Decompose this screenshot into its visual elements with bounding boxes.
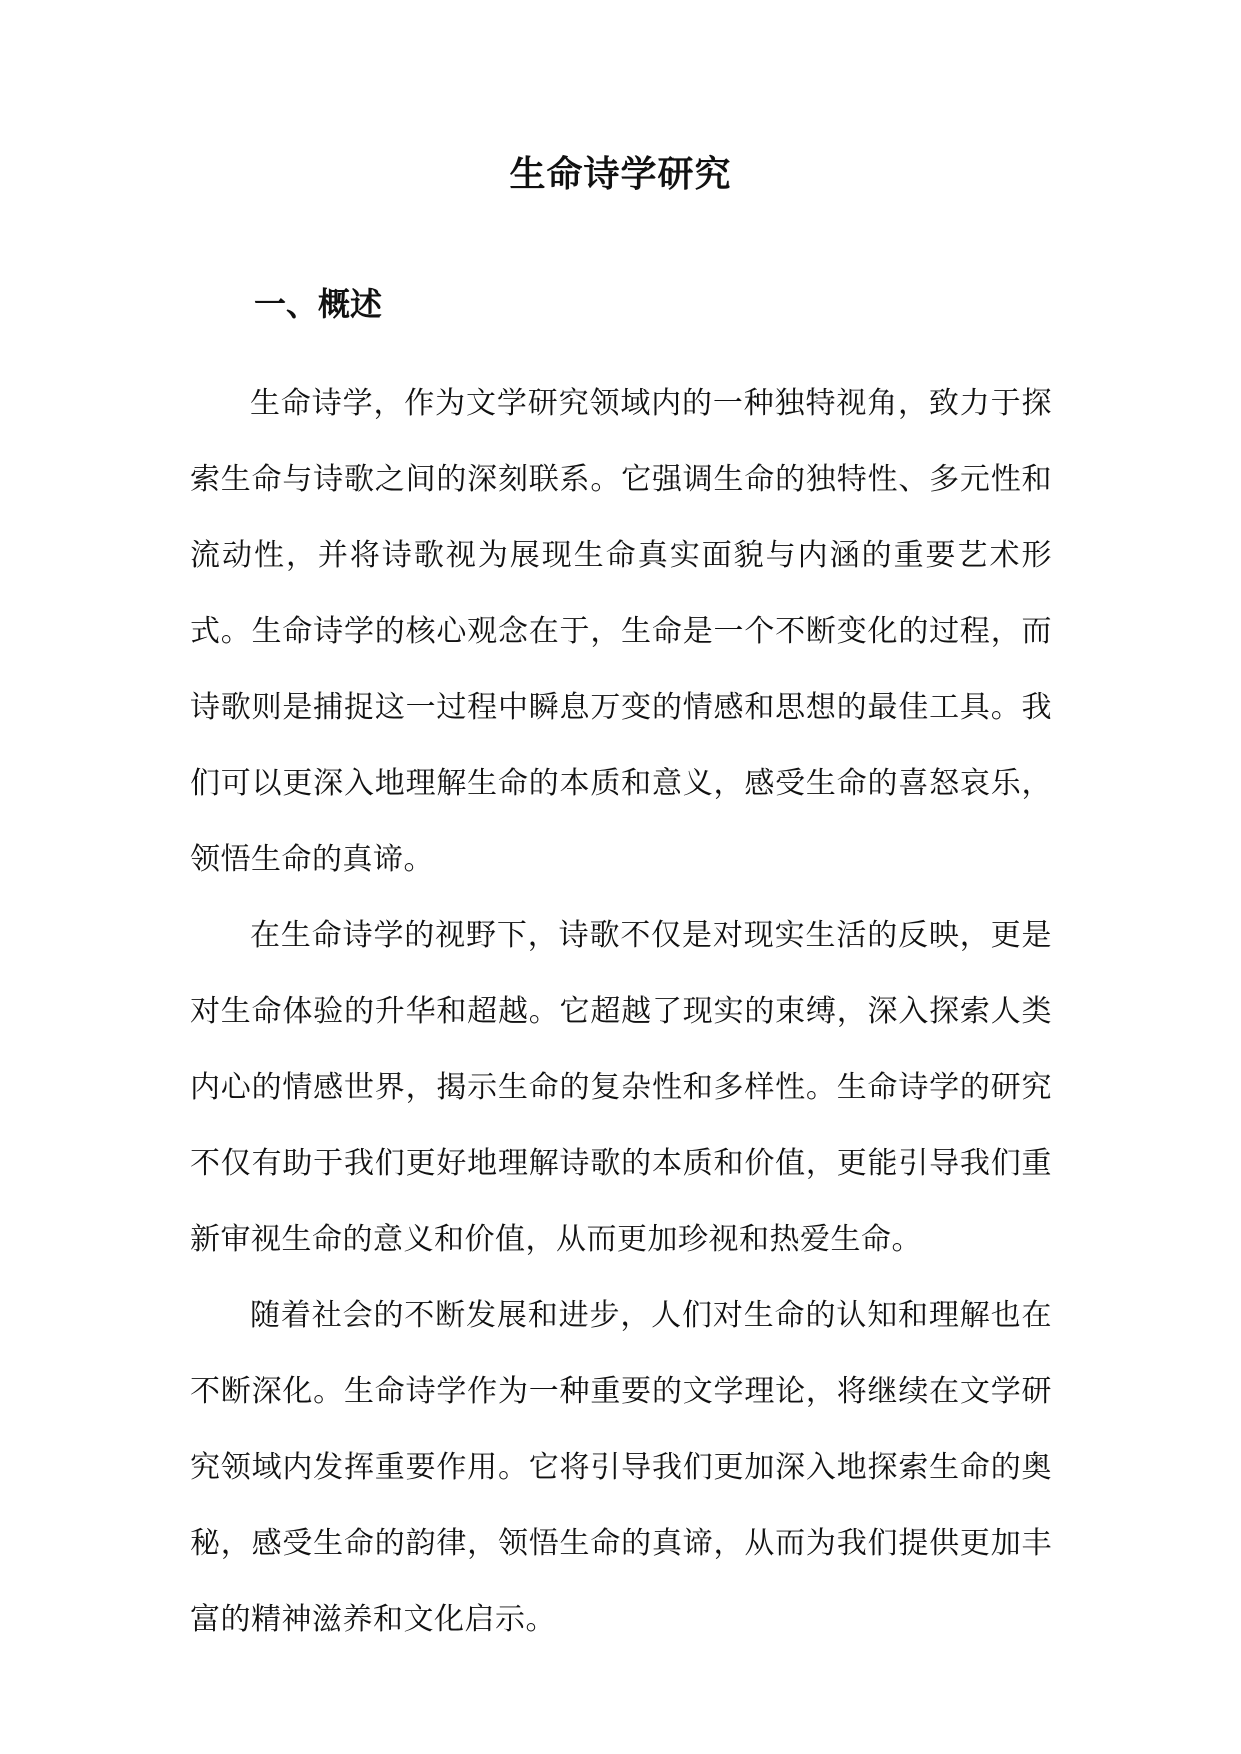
section-heading-overview: 一、概述 [254,285,383,323]
document-title: 生命诗学研究 [509,153,732,195]
paragraph-1: 生命诗学，作为文学研究领域内的一种独特视角，致力于探索生命与诗歌之间的深刻联系。它强调生命的独特性、多元性和流动性，并将诗歌视为展现生命真实面貌与内涵的重要艺术形式。生命诗学的核心观念在于，生命是一个不断变化的过程，而诗歌则是捕捉这一过程中瞬息万变的情感和思想的最佳工具。我们可以更深入地理解生命的本质和意义，感受生命的喜怒哀乐，领悟生命的真谛。 [190,386,1052,877]
section-body-overview [190,366,1052,1658]
paragraph-3: 随着社会的不断发展和进步，人们对生命的认知和理解也在不断深化。生命诗学作为一种重要的文学理论，将继续在文学研究领域内发挥重要作用。它将引导我们更加深入地探索生命的奥秘，感受生命的韵律，领悟生命的真谛，从而为我们提供更加丰富的精神滋养和文化启示。 [190,1298,1052,1637]
paragraph-2: 在生命诗学的视野下，诗歌不仅是对现实生活的反映，更是对生命体验的升华和超越。它超越了现实的束缚，深入探索人类内心的情感世界，揭示生命的复杂性和多样性。生命诗学的研究不仅有助于我们更好地理解诗歌的本质和价值，更能引导我们重新审视生命的意义和价值，从而更加珍视和热爱生命。 [190,918,1052,1257]
